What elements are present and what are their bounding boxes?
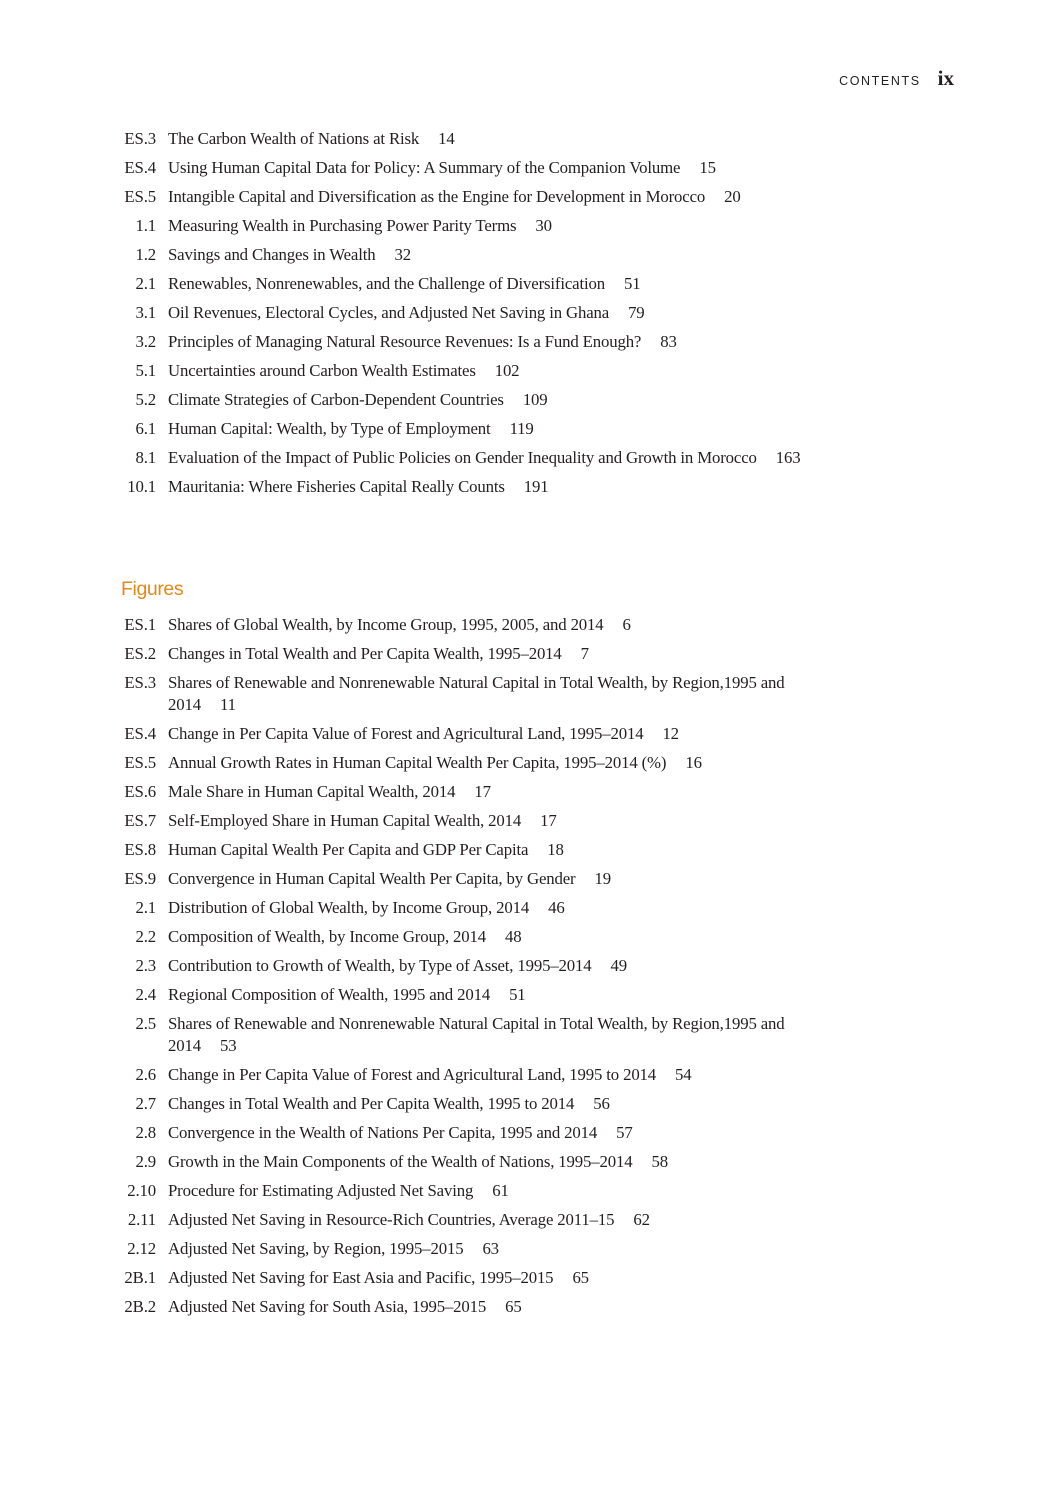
box-number: 2.1 xyxy=(135,274,156,293)
figure-entry[interactable] xyxy=(120,1180,820,1202)
figure-number: ES.5 xyxy=(124,753,156,772)
figure-title: Distribution of Global Wealth, by Income Group, 2014 xyxy=(168,898,530,917)
figure-entry[interactable] xyxy=(120,1122,820,1144)
box-title: Renewables, Nonrenewables, and the Challenge of Diversification xyxy=(168,274,605,293)
box-text xyxy=(168,215,820,237)
figure-text xyxy=(168,926,820,948)
figure-number: 2.8 xyxy=(135,1123,156,1142)
box-page-number: 79 xyxy=(628,303,645,322)
box-entry[interactable] xyxy=(120,157,820,179)
box-entry[interactable] xyxy=(120,215,820,237)
figure-entry[interactable] xyxy=(120,1238,820,1260)
box-text xyxy=(168,302,820,324)
figure-entry[interactable] xyxy=(120,1296,820,1318)
figure-text xyxy=(168,1238,820,1260)
figure-number: 2.9 xyxy=(135,1152,156,1171)
figure-text xyxy=(168,1093,820,1115)
figure-entry[interactable] xyxy=(120,1093,820,1115)
figure-text xyxy=(168,1267,820,1289)
figure-page-number: 19 xyxy=(594,869,611,888)
box-entry[interactable] xyxy=(120,418,820,440)
figure-text xyxy=(168,1296,820,1318)
figure-number: ES.4 xyxy=(124,724,156,743)
figure-title: Adjusted Net Saving for South Asia, 1995–2015 xyxy=(168,1297,487,1316)
figure-text xyxy=(168,984,820,1006)
box-number: 1.2 xyxy=(135,245,156,264)
figure-page-number: 16 xyxy=(685,753,702,772)
box-text xyxy=(168,447,820,469)
box-text xyxy=(168,157,820,179)
figure-number: 2B.2 xyxy=(124,1297,156,1316)
box-page-number: 191 xyxy=(523,477,549,496)
figure-title: Shares of Global Wealth, by Income Group, 1995, 2005, and 2014 xyxy=(168,615,604,634)
figure-page-number: 61 xyxy=(492,1181,509,1200)
figure-entry[interactable] xyxy=(120,1064,820,1086)
figure-entry[interactable] xyxy=(120,723,820,745)
figure-page-number: 12 xyxy=(662,724,679,743)
box-entry[interactable] xyxy=(120,244,820,266)
running-head-section: CONTENTS xyxy=(839,74,921,88)
figure-text xyxy=(168,643,820,665)
box-text xyxy=(168,418,820,440)
box-page-number: 15 xyxy=(699,158,716,177)
figure-entry[interactable] xyxy=(120,672,820,716)
box-number: 3.2 xyxy=(135,332,156,351)
figure-text xyxy=(168,810,820,832)
figure-text xyxy=(168,1064,820,1086)
box-entry[interactable] xyxy=(120,302,820,324)
box-title: Human Capital: Wealth, by Type of Employment xyxy=(168,419,491,438)
box-title: Measuring Wealth in Purchasing Power Parity Terms xyxy=(168,216,517,235)
box-title: Climate Strategies of Carbon-Dependent Countries xyxy=(168,390,504,409)
box-text xyxy=(168,389,820,411)
box-number: ES.5 xyxy=(124,187,156,206)
figure-text xyxy=(168,781,820,803)
box-title: The Carbon Wealth of Nations at Risk xyxy=(168,129,420,148)
box-page-number: 83 xyxy=(660,332,677,351)
running-head xyxy=(839,66,954,94)
figure-entry[interactable] xyxy=(120,643,820,665)
figure-title: Male Share in Human Capital Wealth, 2014 xyxy=(168,782,456,801)
box-number: 10.1 xyxy=(127,477,156,496)
figure-number: ES.1 xyxy=(124,615,156,634)
figure-number: 2.6 xyxy=(135,1065,156,1084)
figure-title: Convergence in Human Capital Wealth Per Capita, by Gender xyxy=(168,869,576,888)
figure-page-number: 48 xyxy=(505,927,522,946)
box-entry[interactable] xyxy=(120,447,820,469)
figure-text xyxy=(168,1151,820,1173)
box-title: Using Human Capital Data for Policy: A Summary of the Companion Volume xyxy=(168,158,681,177)
figure-page-number: 54 xyxy=(675,1065,692,1084)
figure-entry[interactable] xyxy=(120,839,820,861)
figure-page-number: 53 xyxy=(219,1036,237,1055)
figure-entry[interactable] xyxy=(120,1151,820,1173)
figure-page-number: 65 xyxy=(505,1297,522,1316)
figure-text xyxy=(168,868,820,890)
figure-title: Adjusted Net Saving in Resource-Rich Countries, Average 2011–15 xyxy=(168,1210,615,1229)
figure-number: 2.12 xyxy=(127,1239,156,1258)
figure-page-number: 62 xyxy=(633,1210,650,1229)
box-text xyxy=(168,273,820,295)
box-title: Principles of Managing Natural Resource Revenues: Is a Fund Enough? xyxy=(168,332,642,351)
figure-title: Shares of Renewable and Nonrenewable Natural Capital in Total Wealth, by Region,1995 and 2014 xyxy=(168,673,785,714)
box-number: 1.1 xyxy=(135,216,156,235)
figure-entry[interactable] xyxy=(120,1013,820,1057)
figure-number: ES.2 xyxy=(124,644,156,663)
figure-number: ES.7 xyxy=(124,811,156,830)
figure-entry[interactable] xyxy=(120,926,820,948)
box-page-number: 20 xyxy=(724,187,741,206)
figure-number: 2.1 xyxy=(135,898,156,917)
box-title: Savings and Changes in Wealth xyxy=(168,245,376,264)
box-number: ES.3 xyxy=(124,129,156,148)
figure-text xyxy=(168,723,820,745)
box-entry[interactable] xyxy=(120,389,820,411)
box-text xyxy=(168,331,820,353)
box-number: 3.1 xyxy=(135,303,156,322)
figure-number: 2.10 xyxy=(127,1181,156,1200)
figure-number: 2.7 xyxy=(135,1094,156,1113)
figure-text xyxy=(168,839,820,861)
box-title: Mauritania: Where Fisheries Capital Really Counts xyxy=(168,477,505,496)
box-number: ES.4 xyxy=(124,158,156,177)
figure-text xyxy=(168,897,820,919)
box-entry[interactable] xyxy=(120,273,820,295)
figure-entry[interactable] xyxy=(120,868,820,890)
box-text xyxy=(168,476,820,498)
figure-page-number: 7 xyxy=(580,644,589,663)
figure-number: ES.9 xyxy=(124,869,156,888)
figure-number: 2.3 xyxy=(135,956,156,975)
box-text xyxy=(168,128,820,150)
figure-page-number: 51 xyxy=(509,985,526,1004)
figure-page-number: 46 xyxy=(548,898,565,917)
box-page-number: 30 xyxy=(535,216,552,235)
figure-title: Change in Per Capita Value of Forest and Agricultural Land, 1995–2014 xyxy=(168,724,644,743)
figure-title: Change in Per Capita Value of Forest and Agricultural Land, 1995 to 2014 xyxy=(168,1065,657,1084)
figure-text xyxy=(168,1180,820,1202)
box-title: Evaluation of the Impact of Public Policies on Gender Inequality and Growth in Morocco xyxy=(168,448,757,467)
figure-number: 2.4 xyxy=(135,985,156,1004)
figure-title: Procedure for Estimating Adjusted Net Saving xyxy=(168,1181,474,1200)
figure-number: 2.11 xyxy=(127,1210,156,1229)
figures-list xyxy=(120,614,820,1325)
box-number: 5.1 xyxy=(135,361,156,380)
figure-title: Adjusted Net Saving for East Asia and Pacific, 1995–2015 xyxy=(168,1268,554,1287)
figure-entry[interactable] xyxy=(120,810,820,832)
figure-title: Convergence in the Wealth of Nations Per Capita, 1995 and 2014 xyxy=(168,1123,598,1142)
box-page-number: 14 xyxy=(438,129,455,148)
boxes-list xyxy=(120,128,820,505)
box-title: Intangible Capital and Diversification as the Engine for Development in Morocco xyxy=(168,187,706,206)
figure-title: Shares of Renewable and Nonrenewable Natural Capital in Total Wealth, by Region,1995 and 2014 xyxy=(168,1014,785,1055)
figure-page-number: 49 xyxy=(610,956,628,975)
figure-title: Changes in Total Wealth and Per Capita Wealth, 1995 to 2014 xyxy=(168,1094,575,1113)
figure-number: 2.5 xyxy=(135,1014,156,1033)
figure-page-number: 57 xyxy=(616,1123,633,1142)
figure-text xyxy=(168,955,820,977)
figure-title: Regional Composition of Wealth, 1995 and 2014 xyxy=(168,985,491,1004)
figure-number: 2B.1 xyxy=(124,1268,156,1287)
figure-page-number: 17 xyxy=(474,782,491,801)
figure-entry[interactable] xyxy=(120,781,820,803)
box-page-number: 32 xyxy=(394,245,411,264)
figure-page-number: 6 xyxy=(622,615,631,634)
figure-title: Annual Growth Rates in Human Capital Wealth Per Capita, 1995–2014 (%) xyxy=(168,753,667,772)
box-title: Oil Revenues, Electoral Cycles, and Adjusted Net Saving in Ghana xyxy=(168,303,610,322)
box-page-number: 51 xyxy=(623,274,641,293)
figure-text xyxy=(168,1209,820,1231)
box-title: Uncertainties around Carbon Wealth Estimates xyxy=(168,361,476,380)
figure-entry[interactable] xyxy=(120,752,820,774)
box-entry[interactable] xyxy=(120,331,820,353)
figure-page-number: 18 xyxy=(547,840,564,859)
figure-title: Contribution to Growth of Wealth, by Type of Asset, 1995–2014 xyxy=(168,956,592,975)
box-entry[interactable] xyxy=(120,128,820,150)
figure-title: Self-Employed Share in Human Capital Wealth, 2014 xyxy=(168,811,522,830)
figure-entry[interactable] xyxy=(120,955,820,977)
box-text xyxy=(168,360,820,382)
figure-title: Composition of Wealth, by Income Group, 2014 xyxy=(168,927,487,946)
figures-heading: Figures xyxy=(121,578,184,600)
figure-title: Growth in the Main Components of the Wealth of Nations, 1995–2014 xyxy=(168,1152,633,1171)
figure-page-number: 17 xyxy=(540,811,557,830)
figure-title: Adjusted Net Saving, by Region, 1995–2015 xyxy=(168,1239,464,1258)
box-text xyxy=(168,244,820,266)
figure-number: ES.3 xyxy=(124,673,156,692)
figure-number: ES.6 xyxy=(124,782,156,801)
figure-page-number: 63 xyxy=(482,1239,499,1258)
figure-number: ES.8 xyxy=(124,840,156,859)
box-number: 5.2 xyxy=(135,390,156,409)
figure-number: 2.2 xyxy=(135,927,156,946)
figure-page-number: 11 xyxy=(219,695,236,714)
box-number: 6.1 xyxy=(135,419,156,438)
figure-page-number: 56 xyxy=(593,1094,610,1113)
figure-entry[interactable] xyxy=(120,897,820,919)
box-entry[interactable] xyxy=(120,476,820,498)
figure-text xyxy=(168,1122,820,1144)
box-page-number: 102 xyxy=(494,361,520,380)
box-number: 8.1 xyxy=(135,448,156,467)
figure-text xyxy=(168,614,820,636)
figure-page-number: 65 xyxy=(572,1268,589,1287)
figure-entry[interactable] xyxy=(120,984,820,1006)
box-page-number: 163 xyxy=(775,448,801,467)
figure-text xyxy=(168,752,820,774)
figure-title: Human Capital Wealth Per Capita and GDP Per Capita xyxy=(168,840,529,859)
box-text xyxy=(168,186,820,208)
figure-text xyxy=(168,672,820,716)
figure-entry[interactable] xyxy=(120,614,820,636)
figure-title: Changes in Total Wealth and Per Capita Wealth, 1995–2014 xyxy=(168,644,562,663)
box-page-number: 119 xyxy=(509,419,534,438)
figure-text xyxy=(168,1013,820,1057)
figure-entry[interactable] xyxy=(120,1267,820,1289)
page-number: ix xyxy=(937,66,954,90)
figure-entry[interactable] xyxy=(120,1209,820,1231)
box-entry[interactable] xyxy=(120,360,820,382)
box-entry[interactable] xyxy=(120,186,820,208)
box-page-number: 109 xyxy=(522,390,548,409)
figure-page-number: 58 xyxy=(651,1152,668,1171)
